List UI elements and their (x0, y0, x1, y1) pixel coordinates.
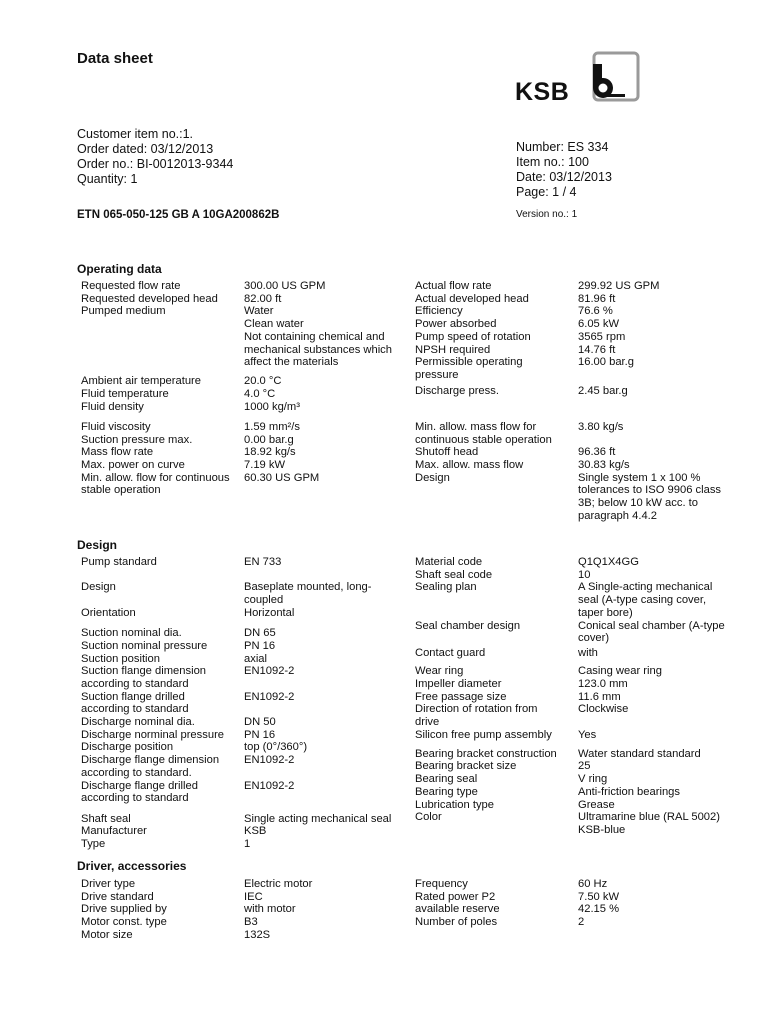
section-operating-data: Operating data (77, 262, 162, 276)
field-label: Suction pressure max. (81, 433, 193, 446)
field-value: PN 16 (244, 639, 276, 652)
field-value: seal (A-type casing cover, (578, 594, 707, 607)
field-label: Bearing seal (415, 773, 478, 786)
field-value: 6.05 kW (578, 318, 620, 331)
field-value: cover) (578, 632, 610, 645)
field-value: Single acting mechanical seal (244, 812, 392, 825)
field-value: 76.6 % (578, 305, 613, 318)
field-value: coupled (244, 594, 284, 607)
field-value: 3B; below 10 kW acc. to (578, 497, 699, 510)
field-label: Drive standard (81, 890, 154, 903)
field-label: Suction flange drilled (81, 690, 185, 703)
field-value: 11.6 mm (578, 690, 621, 703)
field-value: 0.00 bar.g (244, 433, 294, 446)
quantity: Quantity: 1 (77, 172, 138, 186)
field-label: Type (81, 837, 106, 850)
page-title: Data sheet (77, 50, 153, 67)
field-label: Suction flange dimension (81, 665, 207, 678)
field-label: Discharge position (81, 741, 174, 754)
field-label: Bearing type (415, 785, 478, 798)
field-label: Actual developed head (415, 292, 529, 305)
field-value: 299.92 US GPM (578, 280, 660, 292)
field-label: Contact guard (415, 647, 486, 660)
version-no: Version no.: 1 (516, 209, 578, 220)
order-dated: Order dated: 03/12/2013 (77, 142, 214, 156)
field-label: Power absorbed (415, 318, 497, 331)
field-label: Silicon free pump assembly (415, 728, 552, 741)
field-label: Min. allow. mass flow for (415, 420, 537, 433)
ksb-logo (515, 50, 641, 104)
field-value: tolerances to ISO 9906 class (578, 484, 722, 497)
field-value: EN1092-2 (244, 665, 295, 678)
field-value: 96.36 ft (578, 446, 616, 459)
field-label: Sealing plan (415, 581, 477, 594)
field-label: Drive supplied by (81, 903, 167, 916)
field-label: Fluid viscosity (81, 420, 151, 433)
order-no: Order no.: BI-0012013-9344 (77, 157, 234, 171)
field-value: 300.00 US GPM (244, 280, 326, 292)
field-label: Max. power on curve (81, 459, 185, 472)
header-right-block (516, 140, 612, 200)
field-value: B3 (244, 916, 258, 929)
field-label: Impeller diameter (415, 677, 502, 690)
field-value: axial (244, 652, 268, 665)
field-value: mechanical substances which (244, 343, 392, 356)
field-label: Shaft seal (81, 812, 131, 825)
field-value: 7.50 kW (578, 890, 620, 903)
field-value: EN1092-2 (244, 779, 295, 792)
field-value: 60.30 US GPM (244, 471, 320, 484)
field-value: EN 733 (244, 556, 282, 568)
field-value: Conical seal chamber (A-type (578, 619, 725, 632)
section-design: Design (77, 538, 118, 552)
field-value: IEC (244, 890, 263, 903)
field-label: Requested developed head (81, 292, 218, 305)
field-value: top (0°/360°) (244, 741, 308, 754)
field-label: Motor const. type (81, 916, 167, 929)
field-value: with motor (244, 903, 296, 916)
logo-text: KSB (515, 78, 570, 104)
field-value: 3.80 kg/s (578, 420, 624, 433)
field-label: Bearing bracket size (415, 760, 517, 773)
field-label: Actual flow rate (415, 280, 492, 292)
field-label: Discharge nominal dia. (81, 716, 195, 729)
field-value: 10 (578, 568, 591, 581)
field-value: Water standard standard (578, 747, 701, 760)
field-value: 1.59 mm²/s (244, 420, 300, 433)
field-value: Yes (578, 728, 597, 741)
field-label: Permissible operating (415, 356, 523, 369)
field-label: drive (415, 716, 440, 729)
field-value: Q1Q1X4GG (578, 556, 639, 568)
field-label: Design (415, 471, 450, 484)
field-label: according to standard (81, 792, 189, 805)
field-label: Driver type (81, 878, 136, 890)
field-label: Efficiency (415, 305, 463, 318)
field-value: 16.00 bar.g (578, 356, 634, 369)
field-value: 20.0 °C (244, 375, 282, 388)
field-value: 81.96 ft (578, 292, 616, 305)
field-label: Free passage size (415, 690, 507, 703)
section-driver-accessories: Driver, accessories (77, 859, 187, 873)
field-label: pressure (415, 368, 459, 381)
field-label: Fluid temperature (81, 387, 169, 400)
field-label: Color (415, 811, 442, 824)
field-value: DN 50 (244, 716, 276, 729)
field-value: 1 (244, 837, 251, 850)
customer-item-no: Customer item no.:1. (77, 127, 194, 141)
field-label: Discharge flange dimension (81, 754, 220, 767)
field-label: Suction nominal dia. (81, 627, 182, 640)
field-label: Ambient air temperature (81, 375, 202, 388)
field-label: Pump speed of rotation (415, 330, 531, 343)
header-left-block (77, 127, 233, 187)
field-label: according to standard. (81, 766, 192, 779)
page-number: Page: 1 / 4 (516, 185, 577, 199)
field-label: stable operation (81, 484, 161, 497)
field-value: A Single-acting mechanical (578, 581, 713, 594)
field-label: Direction of rotation from (415, 703, 538, 716)
field-value: Casing wear ring (578, 665, 662, 678)
field-value: 42.15 % (578, 903, 620, 916)
field-value: Ultramarine blue (RAL 5002) (578, 811, 720, 824)
field-label: Shaft seal code (415, 568, 493, 581)
field-value: Not containing chemical and (244, 330, 385, 343)
field-value: Horizontal (244, 606, 295, 619)
field-value: DN 65 (244, 627, 276, 640)
document-date: Date: 03/12/2013 (516, 170, 612, 184)
field-value: Electric motor (244, 878, 313, 890)
field-value: 123.0 mm (578, 677, 628, 690)
field-label: Manufacturer (81, 825, 147, 838)
field-label: Motor size (81, 928, 133, 941)
field-value: 2.45 bar.g (578, 385, 628, 398)
field-label: Pump standard (81, 556, 157, 568)
field-value: KSB-blue (578, 823, 626, 836)
field-value: Clean water (244, 318, 304, 331)
field-value: 25 (578, 760, 591, 773)
field-value: EN1092-2 (244, 690, 295, 703)
field-value: 4.0 °C (244, 387, 276, 400)
field-label: Requested flow rate (81, 280, 181, 292)
field-value: affect the materials (244, 356, 339, 369)
field-label: Lubrication type (415, 798, 494, 811)
field-label: according to standard (81, 677, 189, 690)
field-label: Discharge press. (415, 385, 499, 398)
field-label: continuous stable operation (415, 433, 552, 446)
document-number: Number: ES 334 (516, 140, 609, 154)
field-label: Min. allow. flow for continuous (81, 471, 230, 484)
field-label: Rated power P2 (415, 890, 496, 903)
etn-code: ETN 065-050-125 GB A 10GA200862B (77, 209, 280, 221)
field-value: KSB (244, 825, 267, 838)
field-label: Max. allow. mass flow (415, 459, 524, 472)
field-label: Fluid density (81, 400, 144, 413)
field-label: Seal chamber design (415, 619, 521, 632)
field-label: Discharge norminal pressure (81, 728, 225, 741)
field-value: taper bore) (578, 606, 633, 619)
field-value: 7.19 kW (244, 459, 286, 472)
field-value: Baseplate mounted, long- (244, 581, 372, 594)
field-value: Single system 1 x 100 % (578, 471, 701, 484)
field-label: available reserve (415, 903, 500, 916)
field-value: 18.92 kg/s (244, 446, 296, 459)
field-value: 14.76 ft (578, 343, 616, 356)
field-value: 60 Hz (578, 878, 608, 890)
field-label: Shutoff head (415, 446, 479, 459)
field-value: Clockwise (578, 703, 629, 716)
field-label: Frequency (415, 878, 468, 890)
field-value: 1000 kg/m³ (244, 400, 300, 413)
field-label: Mass flow rate (81, 446, 154, 459)
field-value: with (578, 647, 598, 660)
field-label: Pumped medium (81, 305, 166, 318)
field-value: Anti-friction bearings (578, 785, 680, 798)
field-label: according to standard (81, 703, 189, 716)
field-value: 82.00 ft (244, 292, 282, 305)
field-label: Bearing bracket construction (415, 747, 557, 760)
field-value: EN1092-2 (244, 754, 295, 767)
field-label: Wear ring (415, 665, 464, 678)
field-label: Material code (415, 556, 483, 568)
field-label: Suction position (81, 652, 160, 665)
field-label: Design (81, 581, 116, 594)
item-no: Item no.: 100 (516, 155, 589, 169)
field-value: V ring (578, 773, 608, 786)
field-value: paragraph 4.4.2 (578, 509, 657, 522)
field-label: Orientation (81, 606, 136, 619)
field-label: Discharge flange drilled (81, 779, 198, 792)
field-value: 132S (244, 928, 271, 941)
field-value: Grease (578, 798, 615, 811)
field-label: Suction nominal pressure (81, 639, 208, 652)
field-value: Water (244, 305, 274, 318)
field-value: PN 16 (244, 728, 276, 741)
field-label: NPSH required (415, 343, 491, 356)
field-label: Number of poles (415, 916, 498, 929)
field-value: 3565 rpm (578, 330, 626, 343)
field-value: 30.83 kg/s (578, 459, 630, 472)
field-value: 2 (578, 916, 585, 929)
